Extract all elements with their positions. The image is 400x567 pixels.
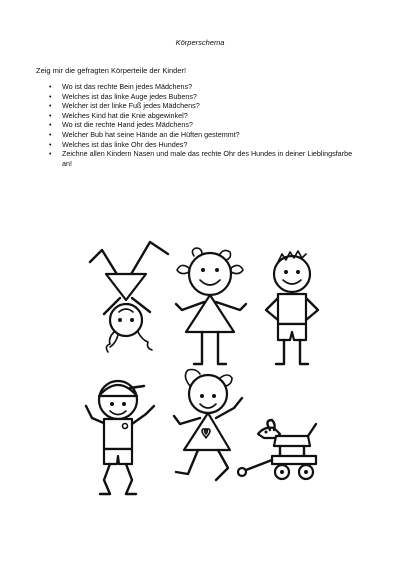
task-item: • Zeichne allen Kindern Nasen und male das rechte Ohr des Hundes in deiner Lieblingsfarbe an!: [36, 149, 356, 168]
boy-with-cap-figure: [86, 381, 154, 494]
pigtail-girl-figure: [176, 248, 246, 364]
task-item: • Wo ist die rechte Hand jedes Mädchens?: [36, 120, 356, 130]
dog-on-wagon-figure: [238, 420, 316, 479]
instruction-text: Zeig mir die gefragten Körperteile der Kinder!: [36, 66, 187, 75]
boy-hands-on-hips-figure: [266, 251, 318, 364]
page-title: Körperschema: [175, 38, 225, 47]
task-list: [36, 82, 356, 168]
task-item: • Welches Kind hat die Knie abgewinkel?: [36, 111, 356, 121]
stick-figure-illustration: [70, 228, 340, 503]
task-item: • Welches ist das linke Ohr des Hundes?: [36, 140, 356, 150]
task-item: • Welcher Bub hat seine Hände an die Hüften gestemmt?: [36, 130, 356, 140]
task-item: • Wo ist das rechte Bein jedes Mädchens?: [36, 82, 356, 92]
task-item: • Welcher ist der linke Fuß jedes Mädchens?: [36, 101, 356, 111]
upside-down-girl-figure: [90, 242, 168, 352]
task-item: • Welches ist das linke Auge jedes Bubens?: [36, 92, 356, 102]
running-girl-figure: [174, 370, 242, 481]
